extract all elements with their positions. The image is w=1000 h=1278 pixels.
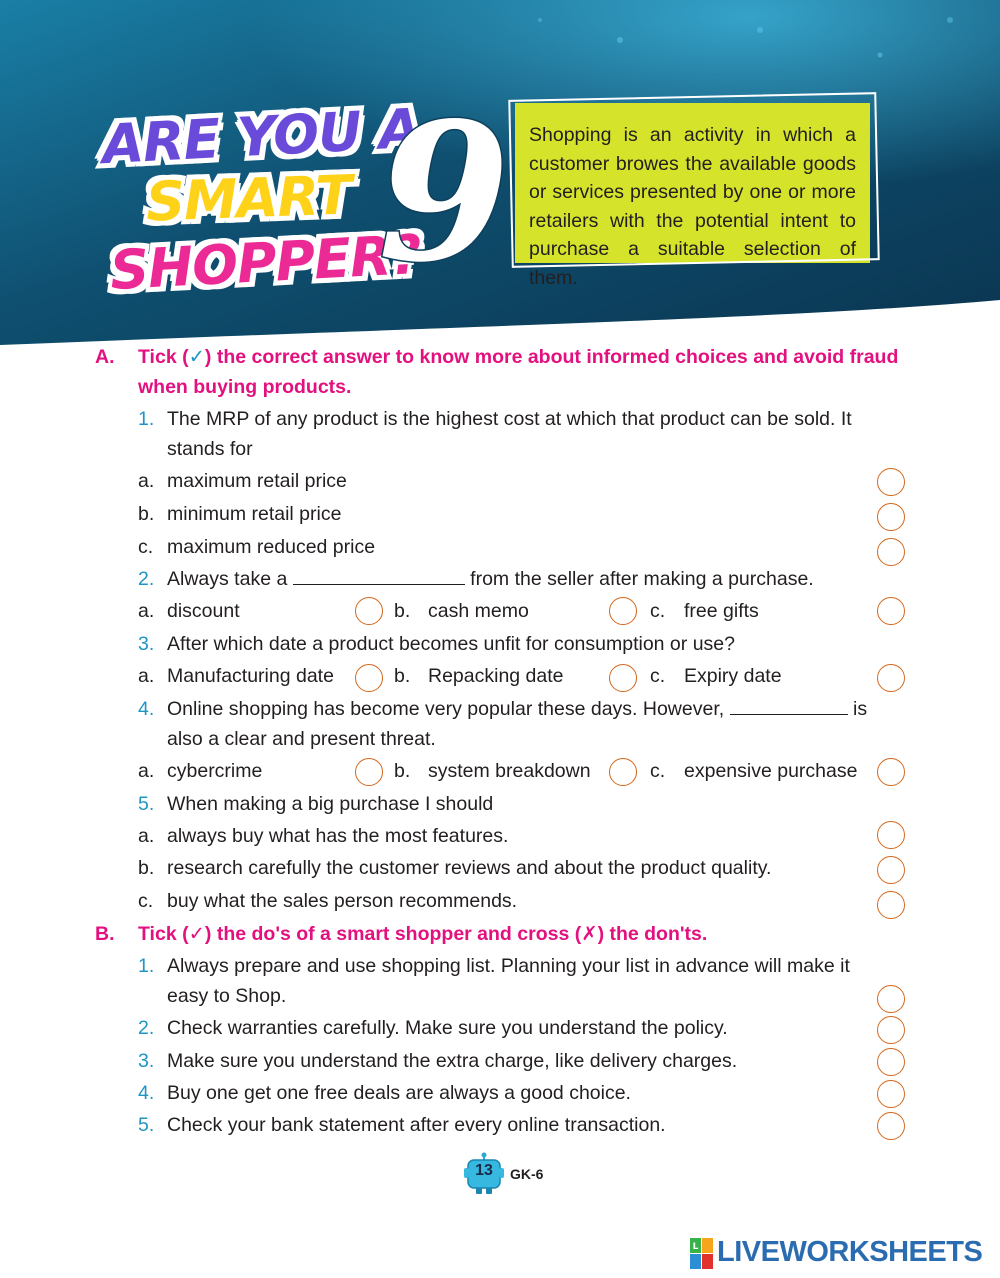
option-letter: b.: [394, 600, 411, 622]
option-text: maximum retail price: [167, 470, 347, 492]
question-number: 3.: [138, 633, 155, 655]
page-number: 13: [475, 1162, 493, 1179]
chapter-title-line-1: ARE YOU A: [100, 96, 421, 177]
chapter-title-line-3: SHOPPER?: [108, 222, 423, 303]
question-number: 1.: [138, 408, 155, 430]
option-text: research carefully the customer reviews and about the product quality.: [167, 857, 772, 879]
instruction-text: ) the don'ts.: [597, 923, 708, 945]
answer-checkbox[interactable]: [877, 538, 905, 566]
tick-mark-icon: ✓: [188, 923, 205, 945]
answer-checkbox[interactable]: [609, 664, 637, 692]
answer-checkbox[interactable]: [355, 758, 383, 786]
statement-text: Check your bank statement after every online transaction.: [167, 1114, 666, 1136]
answer-checkbox[interactable]: [609, 758, 637, 786]
option-letter: b.: [394, 760, 411, 782]
option-letter: b.: [138, 857, 155, 879]
question-text-part: Online shopping has become very popular these days. However,: [167, 698, 730, 720]
statement-text: easy to Shop.: [167, 985, 287, 1007]
answer-checkbox[interactable]: [877, 664, 905, 692]
statement-number: 1.: [138, 955, 155, 977]
option-text: discount: [167, 600, 240, 622]
question-number: 2.: [138, 568, 155, 590]
option-letter: a.: [138, 825, 155, 847]
answer-checkbox[interactable]: [877, 856, 905, 884]
answer-checkbox[interactable]: [877, 1048, 905, 1076]
section-instruction: [138, 342, 898, 372]
answer-checkbox[interactable]: [355, 597, 383, 625]
answer-checkbox[interactable]: [877, 758, 905, 786]
answer-checkbox[interactable]: [877, 821, 905, 849]
instruction-text: Tick (: [138, 346, 189, 368]
option-letter: a.: [138, 760, 155, 782]
question-number: 4.: [138, 698, 155, 720]
statement-text: Buy one get one free deals are always a good choice.: [167, 1082, 631, 1104]
question-text: When making a big purchase I should: [167, 793, 494, 815]
fill-blank: [730, 694, 848, 715]
option-text: Expiry date: [684, 665, 782, 687]
grade-label: GK-6: [510, 1166, 544, 1182]
question-text-part: from the seller after making a purchase.: [464, 568, 814, 590]
option-letter: a.: [138, 470, 155, 492]
question-text-part: Always take a: [167, 568, 293, 590]
option-text: Manufacturing date: [167, 665, 334, 687]
section-letter: A.: [95, 346, 115, 368]
question-text-part: is: [847, 698, 868, 720]
statement-text: Always prepare and use shopping list. Planning your list in advance will make it: [167, 955, 850, 977]
option-letter: a.: [138, 600, 155, 622]
answer-checkbox[interactable]: [877, 891, 905, 919]
intro-box: Shopping is an activity in which a customer browes the available goods or services presented by one or more retailers with the potential intent to purchase a suitable selection of them.: [515, 103, 870, 263]
option-text: system breakdown: [428, 760, 591, 782]
option-letter: b.: [394, 665, 411, 687]
section-letter: B.: [95, 923, 115, 945]
answer-checkbox[interactable]: [877, 985, 905, 1013]
option-text: Repacking date: [428, 665, 564, 687]
option-text: minimum retail price: [167, 503, 342, 525]
answer-checkbox[interactable]: [877, 468, 905, 496]
cross-mark-icon: ✗: [581, 923, 598, 945]
section-instruction: [138, 919, 707, 949]
statement-text: Check warranties carefully. Make sure you understand the policy.: [167, 1017, 728, 1039]
answer-checkbox[interactable]: [609, 597, 637, 625]
instruction-text: ) the do's of a smart shopper and cross (: [204, 923, 582, 945]
question-text: [167, 694, 867, 724]
intro-box-frame: [508, 92, 879, 268]
statement-number: 4.: [138, 1082, 155, 1104]
answer-checkbox[interactable]: [877, 1080, 905, 1108]
answer-checkbox[interactable]: [877, 597, 905, 625]
question-text: [167, 564, 814, 594]
question-text: also a clear and present threat.: [167, 728, 436, 750]
liveworksheets-brand: LIVEWORKSHEETS: [717, 1236, 983, 1268]
instruction-text: Tick (: [138, 923, 189, 945]
option-letter: c.: [138, 536, 154, 558]
option-text: cash memo: [428, 600, 529, 622]
question-number: 5.: [138, 793, 155, 815]
statement-number: 3.: [138, 1050, 155, 1072]
chapter-title-line-2: SMART: [144, 163, 353, 234]
section-instruction: when buying products.: [138, 376, 352, 398]
option-letter: c.: [138, 890, 154, 912]
option-text: maximum reduced price: [167, 536, 376, 558]
liveworksheets-logo-icon: [690, 1238, 714, 1270]
option-letter: a.: [138, 665, 155, 687]
option-text: expensive purchase: [684, 760, 858, 782]
fill-blank: [293, 564, 465, 585]
answer-checkbox[interactable]: [877, 1112, 905, 1140]
option-letter: c.: [650, 665, 666, 687]
option-text: always buy what has the most features.: [167, 825, 509, 847]
question-text: The MRP of any product is the highest cost at which that product can be sold. It: [167, 408, 852, 430]
statement-number: 2.: [138, 1017, 155, 1039]
option-letter: c.: [650, 600, 666, 622]
instruction-text: ) the correct answer to know more about informed choices and avoid fraud: [204, 346, 899, 368]
question-text: After which date a product becomes unfit for consumption or use?: [167, 633, 735, 655]
tick-mark-icon: ✓: [188, 346, 205, 368]
answer-checkbox[interactable]: [877, 1016, 905, 1044]
chapter-number: 9: [378, 81, 511, 304]
logo-badge-letter: L: [692, 1242, 699, 1252]
statement-text: Make sure you understand the extra charge, like delivery charges.: [167, 1050, 738, 1072]
option-text: buy what the sales person recommends.: [167, 890, 518, 912]
answer-checkbox[interactable]: [355, 664, 383, 692]
option-letter: c.: [650, 760, 666, 782]
option-letter: b.: [138, 503, 155, 525]
option-text: free gifts: [684, 600, 759, 622]
question-text: stands for: [167, 438, 253, 460]
statement-number: 5.: [138, 1114, 155, 1136]
answer-checkbox[interactable]: [877, 503, 905, 531]
option-text: cybercrime: [167, 760, 263, 782]
